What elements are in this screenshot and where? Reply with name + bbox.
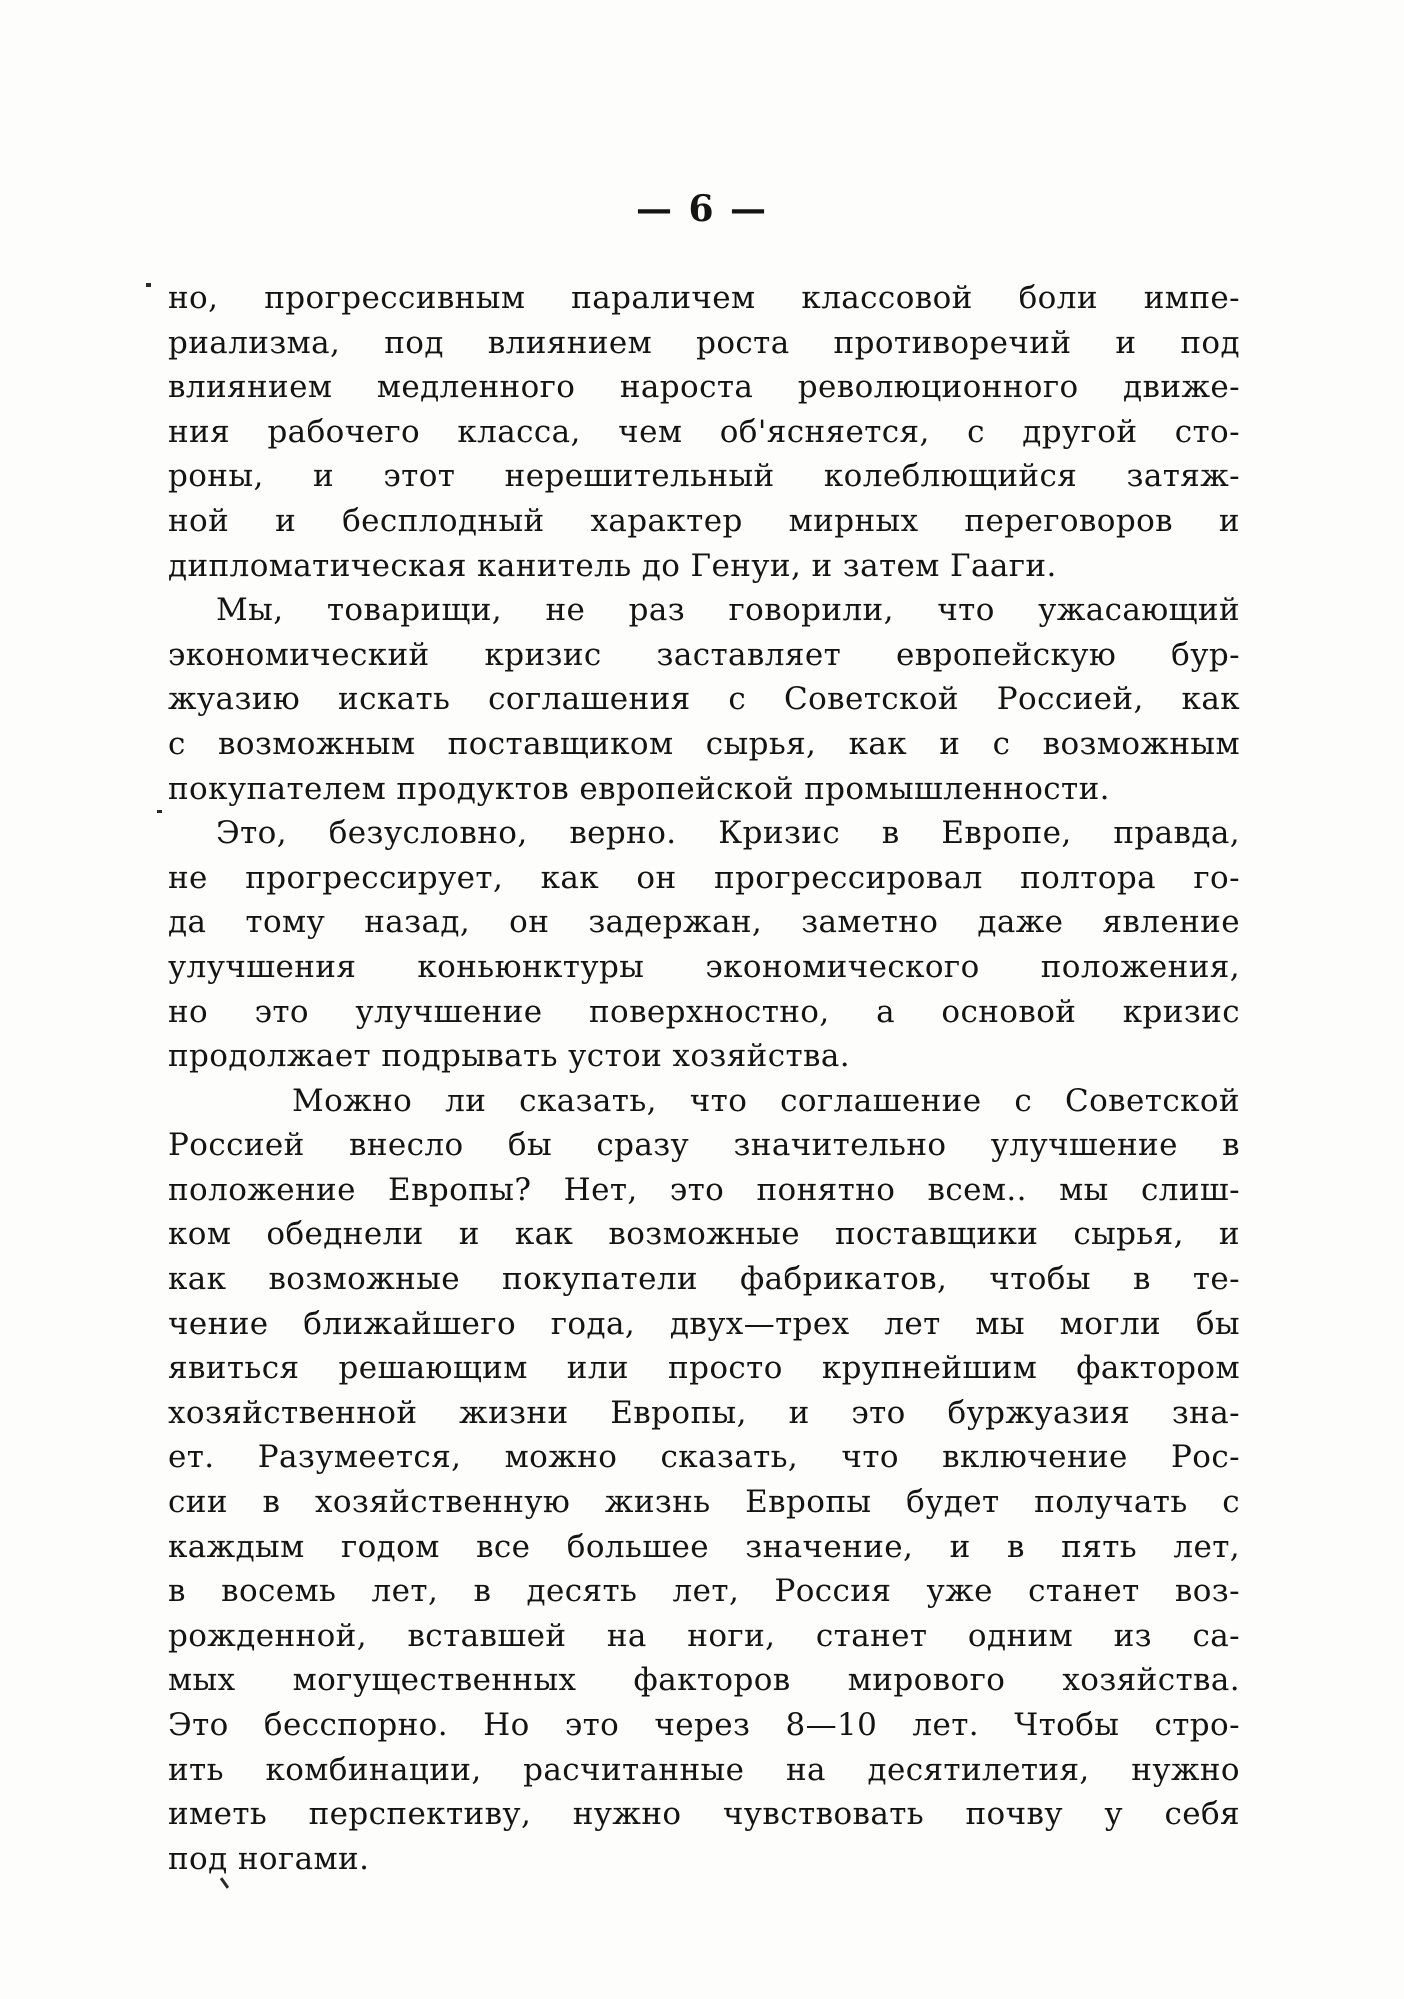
- text-line: сии в хозяйственную жизнь Европы будет получать с: [168, 1484, 1240, 1521]
- text-line: каждым годом все большее значение, и в пять лет,: [168, 1528, 1240, 1565]
- text-line: с возможным поставщиком сырья, как и с возможным: [168, 725, 1240, 762]
- text-line: но, прогрессивным параличем классовой боли импе-: [168, 280, 1240, 316]
- text-line: рожденной, вставшей на ноги, станет одним из са-: [168, 1617, 1240, 1654]
- text-line: ком обеднели и как возможные поставщики сырья, и: [168, 1216, 1240, 1253]
- text-line: Мы, товарищи, не раз говорили, что ужасающий: [216, 592, 1240, 629]
- text-line: под ногами.: [168, 1840, 370, 1877]
- text-line: Россией внесло бы сразу значительно улучшение в: [168, 1127, 1240, 1164]
- text-line: мых могущественных факторов мирового хозяйства.: [168, 1662, 1240, 1699]
- paragraph: [168, 588, 1240, 811]
- body-text: [168, 276, 1240, 1881]
- text-line: ной и бесплодный характер мирных переговоров и: [168, 502, 1240, 539]
- text-line: как возможные покупатели фабрикатов, чтобы в те-: [168, 1261, 1240, 1298]
- text-line: в восемь лет, в десять лет, Россия уже станет воз-: [168, 1573, 1240, 1610]
- text-line: риализма, под влиянием роста противоречий и под: [168, 324, 1240, 361]
- text-line: Это, безусловно, верно. Кризис в Европе, правда,: [216, 815, 1240, 852]
- text-line: положение Европы? Нет, это понятно всем.. мы слиш-: [168, 1171, 1240, 1208]
- text-line: но это улучшение поверхностно, а основой кризис: [168, 993, 1240, 1030]
- text-line: экономический кризис заставляет европейскую бур-: [168, 636, 1240, 673]
- text-line: ет. Разумеется, можно сказать, что включение Рос-: [168, 1439, 1240, 1476]
- text-line: ить комбинации, расчитанные на десятилетия, нужно: [168, 1751, 1240, 1788]
- text-line: Можно ли сказать, что соглашение с Советской: [292, 1082, 1240, 1119]
- paragraph: [168, 1079, 1240, 1882]
- text-line: жуазию искать соглашения с Советской Россией, как: [168, 681, 1240, 718]
- text-line: ния рабочего класса, чем об'ясняется, с другой сто-: [168, 413, 1240, 450]
- text-line: дипломатическая канитель до Генуи, и затем Гааги.: [168, 547, 1057, 584]
- text-line: продолжает подрывать устои хозяйства.: [168, 1038, 851, 1075]
- scan-speck: [157, 810, 162, 813]
- page-number: — 6 —: [635, 188, 769, 230]
- text-line: Это бесспорно. Но это через 8—10 лет. Чтобы стро-: [168, 1707, 1240, 1743]
- scan-speck: [146, 283, 151, 287]
- text-line: иметь перспективу, нужно чувствовать почву у себя: [168, 1796, 1240, 1833]
- text-line: влиянием медленного нароста революционного движе-: [168, 369, 1240, 406]
- text-line: не прогрессирует, как он прогрессировал полтора го-: [168, 859, 1240, 896]
- text-line: чение ближайшего года, двух—трех лет мы могли бы: [168, 1305, 1240, 1342]
- paragraph: [168, 276, 1240, 588]
- text-line: явиться решающим или просто крупнейшим фактором: [168, 1350, 1240, 1387]
- text-line: да тому назад, он задержан, заметно даже явление: [168, 904, 1240, 941]
- text-line: хозяйственной жизни Европы, и это буржуазия зна-: [168, 1394, 1240, 1431]
- text-line: покупателем продуктов европейской промышленности.: [168, 770, 1110, 807]
- paragraph: [168, 811, 1240, 1079]
- text-line: роны, и этот нерешительный колеблющийся затяж-: [168, 458, 1240, 495]
- text-line: улучшения коньюнктуры экономического положения,: [168, 948, 1240, 985]
